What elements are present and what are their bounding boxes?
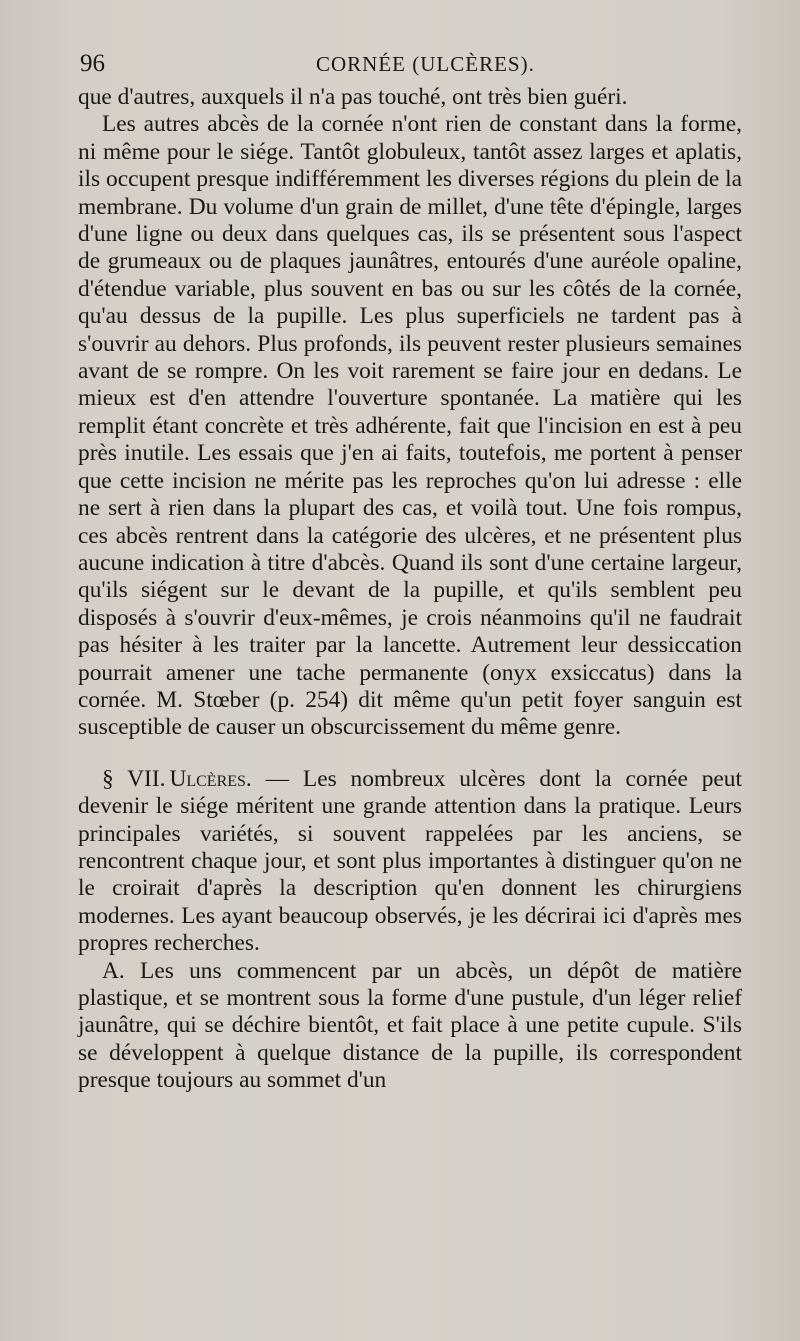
- paragraph-continuation: que d'autres, auxquels il n'a pas touché, ont très bien guéri.: [78, 84, 628, 110]
- section-text: Les nombreux ulcères dont la cornée peut devenir le siége méritent une grande attention dans la pratique. Leurs principales variétés, si souvent rappelées par les anciens, se rencontrent chaque jour, et sont plus importantes à distinguer qu'on ne le croirait d'après la description qu'en donnent les chirurgiens modernes. Les ayant beaucoup observés, je les décrirai ici d'après mes propres recherches.: [78, 765, 742, 957]
- section-title: Ulcères.: [169, 765, 252, 792]
- section-mark: § VII.: [102, 765, 166, 792]
- paragraph-ulceres-a: A. Les uns commencent par un abcès, un dépôt de matière plastique, et se montrent sous la forme d'une pustule, d'un léger relief jaunâtre, qui se déchire bientôt, et fait place à une petite cupule. S'ils se développent à quelque distance de la pupille, ils correspondent presque toujours au sommet d'un: [78, 957, 742, 1094]
- page-body: [78, 84, 742, 1095]
- section-dash: —: [251, 765, 303, 792]
- running-title: CORNÉE (ULCÈRES).: [316, 52, 535, 76]
- page-number: 96: [80, 50, 105, 77]
- paragraph-abces: Les autres abcès de la cornée n'ont rien de constant dans la forme, ni même pour le siége. Tantôt globuleux, tantôt assez larges et aplatis, ils occupent presque indifféremment les diverses régions du plein de la membrane. Du volume d'un grain de millet, d'une tête d'épingle, larges d'une ligne ou deux dans quelques cas, ils se présentent sous l'aspect de grumeaux ou de plaques jaunâtres, entourés d'une auréole opaline, d'étendue variable, plus souvent en bas ou sur les côtés de la cornée, qu'au dessus de la pupille. Les plus superficiels ne tardent pas à s'ouvrir au dehors. Plus profonds, ils peuvent rester plusieurs semaines avant de se rompre. On les voit rarement se faire jour en dedans. Le mieux est d'en attendre l'ouverture spontanée. La matière qui les remplit étant concrète et très adhérente, fait que l'incision en est à peu près inutile. Les essais que j'en ai faits, toutefois, me portent à penser que cette incision ne mérite pas les reproches qu'on lui adresse : elle ne sert à rien dans la plupart des cas, et voilà tout. Une fois rompus, ces abcès rentrent dans la catégorie des ulcères, et ne présentent plus aucune indication à titre d'abcès. Quand ils sont d'une certaine largeur, qu'ils siégent sur le devant de la pupille, et qu'ils semblent peu disposés à s'ouvrir d'eux-mêmes, je crois néanmoins qu'il ne faudrait pas hésiter à les traiter par la lancette. Autrement leur dessiccation pourrait amener une tache permanente (onyx exsiccatus) dans la cornée. M. Stœber (p. 254) dit même qu'un petit foyer sanguin est susceptible de causer un obscurcissement du même genre.: [78, 111, 742, 741]
- section-ulceres-paragraph: [78, 766, 742, 958]
- page-header: [80, 46, 740, 82]
